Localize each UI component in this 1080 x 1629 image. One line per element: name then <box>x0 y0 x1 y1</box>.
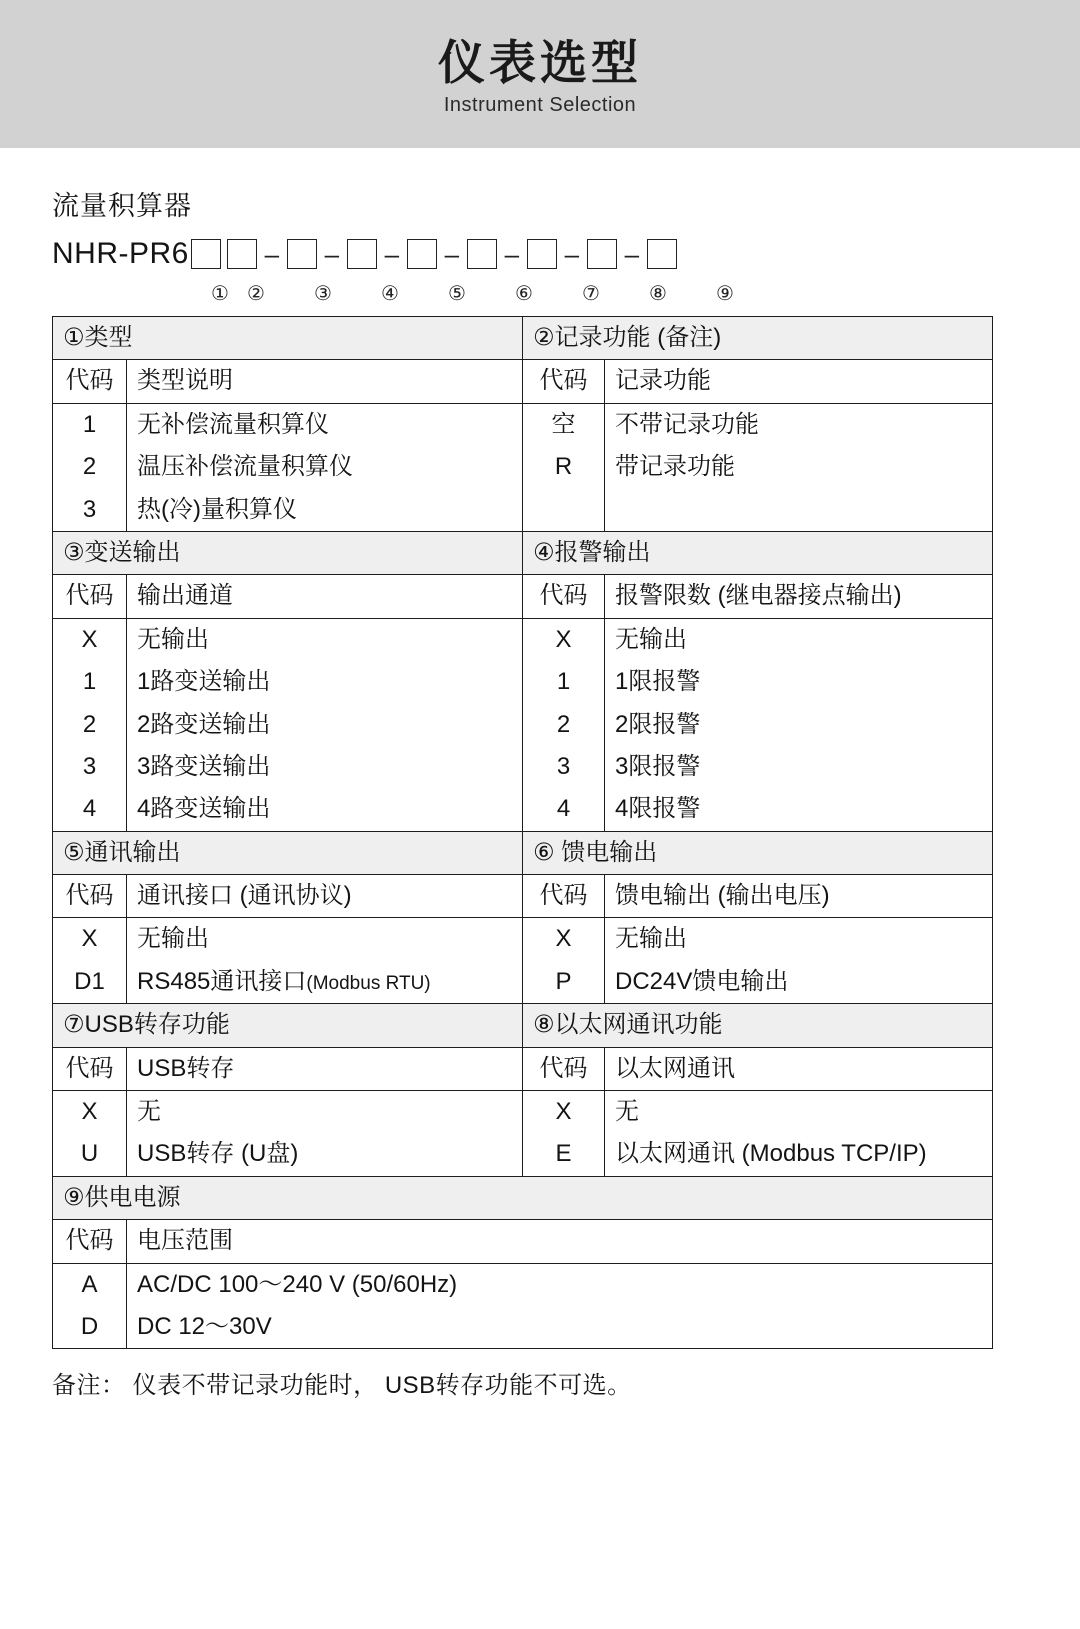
model-marker-8: ⑧ <box>649 283 667 305</box>
table-row <box>53 1091 993 1134</box>
section-4-row-4-desc: 3限报警 <box>605 746 993 788</box>
section-2-col-code: 代码 <box>523 360 605 403</box>
section-9-row-2-code: D <box>53 1306 127 1349</box>
model-box-3 <box>287 239 317 269</box>
table-row <box>53 403 993 446</box>
specification-table <box>52 316 993 1349</box>
section-4-row-4-code: 3 <box>523 746 605 788</box>
section-3-row-2-desc: 1路变送输出 <box>127 661 523 703</box>
model-dash-4: – <box>444 238 460 269</box>
section-2-row-3-code <box>523 489 605 532</box>
section-8-col-desc: 以太网通讯 <box>605 1047 993 1090</box>
section-4-row-3-code: 2 <box>523 704 605 746</box>
section-1-heading: ①类型 <box>53 317 523 360</box>
table-row <box>53 575 993 618</box>
section-2-row-3-desc <box>605 489 993 532</box>
section-7-col-desc: USB转存 <box>127 1047 523 1090</box>
section-3-row-3-desc: 2路变送输出 <box>127 704 523 746</box>
section-8-row-2-desc: 以太网通讯 (Modbus TCP/IP) <box>605 1133 993 1176</box>
section-5-col-code: 代码 <box>53 875 127 918</box>
table-row <box>53 788 993 831</box>
model-box-4 <box>347 239 377 269</box>
section-3-row-4-code: 3 <box>53 746 127 788</box>
section-3-row-5-desc: 4路变送输出 <box>127 788 523 831</box>
page-title: 仪表选型 <box>438 36 642 90</box>
model-box-2 <box>227 239 257 269</box>
section-4-row-1-code: X <box>523 618 605 661</box>
model-box-6 <box>467 239 497 269</box>
model-marker-1: ① <box>211 283 229 305</box>
model-marker-5: ⑤ <box>448 283 466 305</box>
section-3-row-3-code: 2 <box>53 704 127 746</box>
section-2-col-desc: 记录功能 <box>605 360 993 403</box>
model-dash-5: – <box>504 238 520 269</box>
section-4-col-code: 代码 <box>523 575 605 618</box>
model-marker-3: ③ <box>314 283 332 305</box>
model-marker-7: ⑦ <box>582 283 600 305</box>
section-9-row-1-desc: AC/DC 100～240 V (50/60Hz) <box>127 1263 993 1306</box>
section-1-row-3-code: 3 <box>53 489 127 532</box>
model-marker-2: ② <box>247 283 265 305</box>
section-5-row-1-desc: 无输出 <box>127 918 523 961</box>
section-8-heading: ⑧以太网通讯功能 <box>523 1004 993 1047</box>
section-3-row-5-code: 4 <box>53 788 127 831</box>
section-7-row-2-code: U <box>53 1133 127 1176</box>
table-row <box>53 531 993 574</box>
section-5-row-2-note: (Modbus RTU) <box>306 972 431 994</box>
table-row <box>53 1306 993 1349</box>
section-6-row-2-desc: DC24V馈电输出 <box>605 961 993 1004</box>
table-row <box>53 704 993 746</box>
section-1-col-code: 代码 <box>53 360 127 403</box>
page-subtitle: Instrument Selection <box>443 93 637 116</box>
section-6-row-1-code: X <box>523 918 605 961</box>
section-7-col-code: 代码 <box>53 1047 127 1090</box>
model-dash-7: – <box>624 238 640 269</box>
section-2-row-1-code: 空 <box>523 403 605 446</box>
section-5-row-2-desc <box>127 961 523 1004</box>
page-header <box>0 0 1080 148</box>
section-6-col-desc: 馈电输出 (输出电压) <box>605 875 993 918</box>
table-row <box>53 961 993 1004</box>
section-8-col-code: 代码 <box>523 1047 605 1090</box>
model-box-5 <box>407 239 437 269</box>
section-5-heading: ⑤通讯输出 <box>53 831 523 874</box>
product-name: 流量积算器 <box>52 191 192 221</box>
model-dash-6: – <box>564 238 580 269</box>
table-row <box>53 1047 993 1090</box>
section-4-row-1-desc: 无输出 <box>605 618 993 661</box>
model-box-8 <box>587 239 617 269</box>
model-dash-1: – <box>264 238 280 269</box>
model-box-7 <box>527 239 557 269</box>
table-row <box>53 317 993 360</box>
section-6-row-2-code: P <box>523 961 605 1004</box>
section-1-row-3-desc: 热(冷)量积算仪 <box>127 489 523 532</box>
model-marker-row <box>52 281 1028 306</box>
section-9-col-desc: 电压范围 <box>127 1220 993 1263</box>
section-4-row-5-code: 4 <box>523 788 605 831</box>
table-row <box>53 831 993 874</box>
section-5-row-2-code: D1 <box>53 961 127 1004</box>
footnote: 备注： 仪表不带记录功能时， USB转存功能不可选。 <box>52 1372 632 1400</box>
section-3-heading: ③变送输出 <box>53 531 523 574</box>
model-prefix: NHR-PR6 <box>52 237 189 270</box>
section-4-col-desc: 报警限数 (继电器接点输出) <box>605 575 993 618</box>
section-3-row-1-desc: 无输出 <box>127 618 523 661</box>
table-row <box>53 875 993 918</box>
section-7-row-2-desc: USB转存 (U盘) <box>127 1133 523 1176</box>
section-4-row-5-desc: 4限报警 <box>605 788 993 831</box>
section-8-row-2-code: E <box>523 1133 605 1176</box>
section-1-row-2-code: 2 <box>53 446 127 488</box>
section-4-row-3-desc: 2限报警 <box>605 704 993 746</box>
table-row <box>53 918 993 961</box>
table-row <box>53 661 993 703</box>
section-6-heading: ⑥ 馈电输出 <box>523 831 993 874</box>
section-7-heading: ⑦USB转存功能 <box>53 1004 523 1047</box>
table-row <box>53 1263 993 1306</box>
section-4-row-2-code: 1 <box>523 661 605 703</box>
section-6-row-1-desc: 无输出 <box>605 918 993 961</box>
section-1-row-1-code: 1 <box>53 403 127 446</box>
model-box-1 <box>191 239 221 269</box>
model-dash-3: – <box>384 238 400 269</box>
section-8-row-1-code: X <box>523 1091 605 1134</box>
table-row <box>53 489 993 532</box>
section-5-row-2-text: RS485通讯接口 <box>137 967 307 995</box>
section-2-row-1-desc: 不带记录功能 <box>605 403 993 446</box>
section-8-row-1-desc: 无 <box>605 1091 993 1134</box>
table-row <box>53 446 993 488</box>
table-row <box>53 618 993 661</box>
section-9-col-code: 代码 <box>53 1220 127 1263</box>
section-3-col-code: 代码 <box>53 575 127 618</box>
model-marker-4: ④ <box>381 283 399 305</box>
model-marker-9: ⑨ <box>716 283 734 305</box>
model-box-9 <box>647 239 677 269</box>
section-5-row-1-code: X <box>53 918 127 961</box>
section-1-col-desc: 类型说明 <box>127 360 523 403</box>
table-row <box>53 360 993 403</box>
section-2-row-2-desc: 带记录功能 <box>605 446 993 488</box>
table-row <box>53 746 993 788</box>
section-6-col-code: 代码 <box>523 875 605 918</box>
table-row <box>53 1220 993 1263</box>
section-1-row-2-desc: 温压补偿流量积算仪 <box>127 446 523 488</box>
section-7-row-1-desc: 无 <box>127 1091 523 1134</box>
section-9-row-2-desc: DC 12～30V <box>127 1306 993 1349</box>
section-5-col-desc: 通讯接口 (通讯协议) <box>127 875 523 918</box>
section-4-row-2-desc: 1限报警 <box>605 661 993 703</box>
section-3-row-2-code: 1 <box>53 661 127 703</box>
section-9-heading: ⑨供电电源 <box>53 1176 993 1219</box>
section-2-row-2-code: R <box>523 446 605 488</box>
table-row <box>53 1176 993 1219</box>
section-7-row-1-code: X <box>53 1091 127 1134</box>
section-9-row-1-code: A <box>53 1263 127 1306</box>
table-row <box>53 1004 993 1047</box>
model-code-row <box>52 231 1028 277</box>
section-3-col-desc: 输出通道 <box>127 575 523 618</box>
model-dash-2: – <box>324 238 340 269</box>
section-4-heading: ④报警输出 <box>523 531 993 574</box>
section-2-heading: ②记录功能 (备注) <box>523 317 993 360</box>
section-1-row-1-desc: 无补偿流量积算仪 <box>127 403 523 446</box>
page-body <box>0 184 1080 1400</box>
table-row <box>53 1133 993 1176</box>
section-3-row-4-desc: 3路变送输出 <box>127 746 523 788</box>
model-marker-6: ⑥ <box>515 283 533 305</box>
section-3-row-1-code: X <box>53 618 127 661</box>
